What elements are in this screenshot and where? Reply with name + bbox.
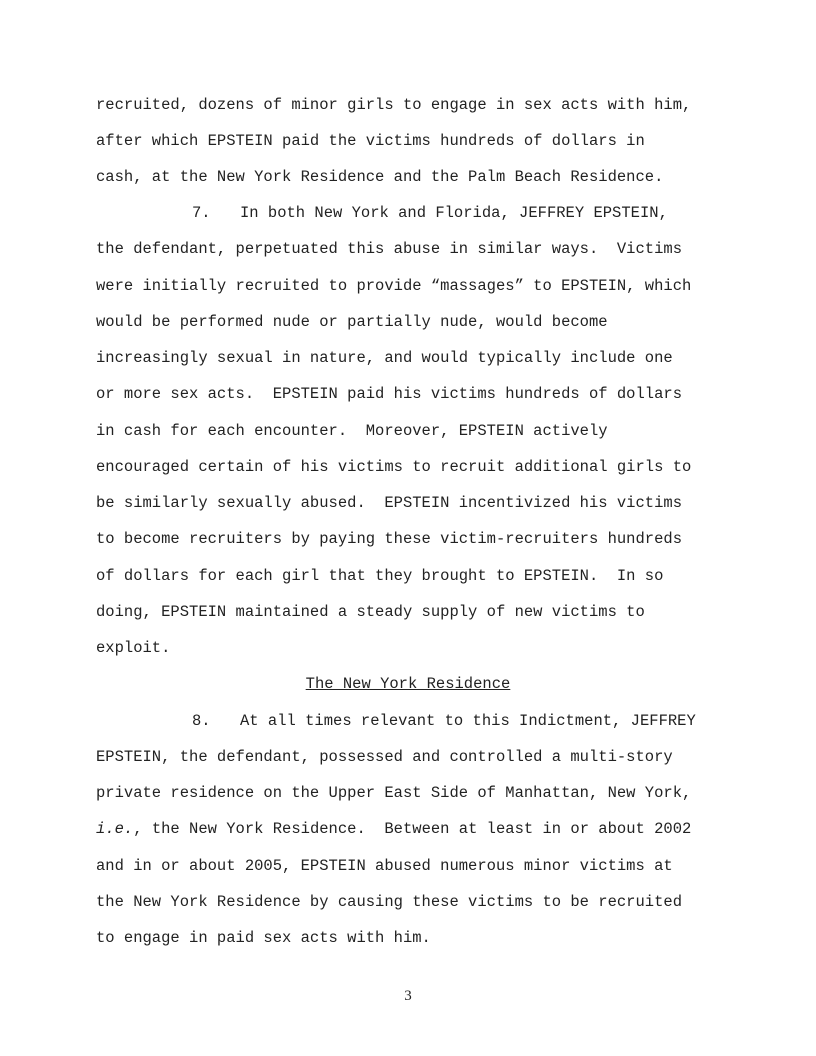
text-line: to become recruiters by paying these victim-recruiters hundreds (96, 530, 682, 548)
text-line: EPSTEIN, the defendant, possessed and controlled a multi-story (96, 748, 673, 766)
text-line: in cash for each encounter. Moreover, EPSTEIN actively (96, 422, 608, 440)
text-span: , the New York Residence. Between at least in or about 2002 (133, 820, 692, 838)
paragraph-7-first-line (192, 204, 668, 222)
text-line: to engage in paid sex acts with him. (96, 929, 431, 947)
text-line: cash, at the New York Residence and the Palm Beach Residence. (96, 168, 664, 186)
italic-ie: i.e. (96, 820, 134, 838)
text-line: exploit. (96, 639, 171, 657)
text-line: be similarly sexually abused. EPSTEIN incentivized his victims (96, 494, 682, 512)
text-line: were initially recruited to provide “massages” to EPSTEIN, which (96, 277, 692, 295)
text-line: private residence on the Upper East Side of Manhattan, New York, (96, 784, 692, 802)
text-line: doing, EPSTEIN maintained a steady supply of new victims to (96, 603, 645, 621)
page-number: 3 (404, 988, 412, 1004)
text-line: and in or about 2005, EPSTEIN abused numerous minor victims at (96, 857, 673, 875)
text-span: In both New York and Florida, JEFFREY EPSTEIN, (240, 204, 668, 222)
text-line: encouraged certain of his victims to recruit additional girls to (96, 458, 692, 476)
text-line: recruited, dozens of minor girls to engage in sex acts with him, (96, 96, 692, 114)
paragraph-number: 7. (192, 204, 211, 222)
text-line (96, 820, 691, 838)
text-span: At all times relevant to this Indictment, JEFFREY (240, 712, 696, 730)
paragraph-number: 8. (192, 712, 211, 730)
section-heading-text: The New York Residence (305, 675, 511, 693)
text-line: or more sex acts. EPSTEIN paid his victims hundreds of dollars (96, 385, 682, 403)
text-line: after which EPSTEIN paid the victims hundreds of dollars in (96, 132, 645, 150)
text-line: the New York Residence by causing these victims to be recruited (96, 893, 682, 911)
text-line: increasingly sexual in nature, and would typically include one (96, 349, 673, 367)
section-heading (0, 675, 816, 693)
text-line: the defendant, perpetuated this abuse in similar ways. Victims (96, 240, 682, 258)
text-line: would be performed nude or partially nude, would become (96, 313, 608, 331)
text-line: of dollars for each girl that they brought to EPSTEIN. In so (96, 567, 664, 585)
paragraph-8-first-line (192, 712, 696, 730)
